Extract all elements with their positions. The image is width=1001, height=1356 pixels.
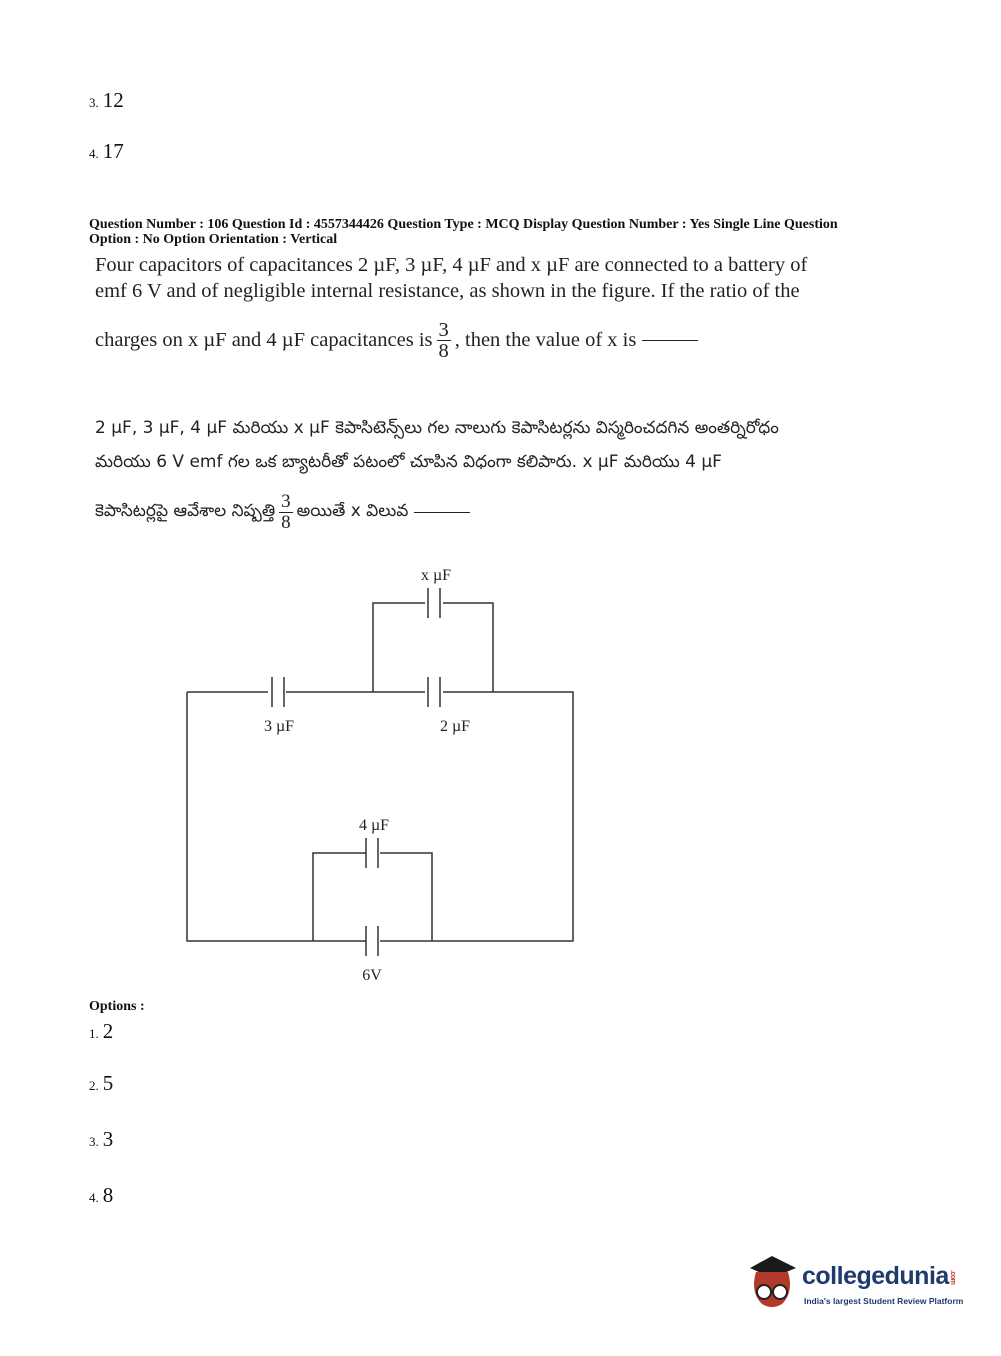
logo-suffix: .com <box>948 1269 956 1284</box>
option-number: 3. <box>89 1134 99 1149</box>
option-value: 8 <box>102 1183 114 1207</box>
question-en-line3-pre: charges on x µF and 4 µF capacitances is <box>95 329 433 351</box>
option-number: 4. <box>89 1190 99 1205</box>
fraction-denominator: 8 <box>438 340 449 362</box>
option-value: 17 <box>102 139 124 163</box>
left-wire <box>187 692 313 941</box>
option-value: 12 <box>102 88 124 112</box>
option-number: 3. <box>89 95 99 110</box>
label-3uF: 3 µF <box>263 718 295 735</box>
question-meta-line2: Option : No Option Orientation : Vertical <box>89 232 338 247</box>
option-4[interactable] <box>89 1183 113 1208</box>
question-meta-line1: Question Number : 106 Question Id : 4557344426 Question Type : MCQ Display Question Number : Yes Single Line Question <box>89 217 838 232</box>
fraction-denominator: 8 <box>281 512 291 533</box>
collegedunia-logo[interactable] <box>742 1250 972 1320</box>
option-value: 5 <box>102 1071 114 1095</box>
label-battery-6V: 6V <box>362 967 382 984</box>
question-te-line2: మరియు 6 V emf గల ఒక బ్యాటరీతో పటంలో చూపిన విధంగా కలిపారు. x µF మరియు 4 µF <box>95 452 722 472</box>
options-heading: Options : <box>89 999 145 1014</box>
option-2[interactable] <box>89 1071 113 1096</box>
fraction-numerator: 3 <box>438 319 449 341</box>
mascot-icon <box>742 1252 800 1312</box>
option-number: 2. <box>89 1078 99 1093</box>
question-te-line1: 2 µF, 3 µF, 4 µF మరియు x µF కెపాసిటెన్స్‌లు గల నాలుగు కెపాసిటర్లను విస్మరించదగిన అంతర్నిరోధం <box>95 418 779 438</box>
label-2uF: 2 µF <box>439 718 471 735</box>
option-value: 3 <box>102 1127 114 1151</box>
question-en-line3-post: , then the value of x is <box>454 329 637 351</box>
question-te-line3-post: అయితే x విలువ <box>296 500 409 521</box>
fraction-numerator: 3 <box>281 491 291 512</box>
question-en-line2: emf 6 V and of negligible internal resistance, as shown in the figure. If the ratio of the <box>95 280 800 302</box>
logo-wordmark <box>802 1262 956 1291</box>
logo-tagline: India's largest Student Review Platform <box>804 1296 964 1306</box>
question-en-line1: Four capacitors of capacitances 2 µF, 3 µF, 4 µF and x µF are connected to a battery of <box>95 254 808 276</box>
option-1[interactable] <box>89 1019 113 1044</box>
option-value: 2 <box>102 1019 114 1043</box>
top-wire-right <box>373 692 573 941</box>
c4-branch-wire <box>313 853 432 941</box>
label-4uF: 4 µF <box>358 817 390 834</box>
option-number: 4. <box>89 146 99 161</box>
logo-name: collegedunia <box>802 1262 949 1290</box>
x-branch-wire <box>373 603 493 692</box>
question-te-line3-pre: కెపాసిటర్లపై ఆవేశాల నిష్పత్తి <box>95 500 276 521</box>
label-x-uF: x µF <box>420 567 452 584</box>
option-3[interactable] <box>89 1127 113 1152</box>
option-number: 1. <box>89 1026 99 1041</box>
